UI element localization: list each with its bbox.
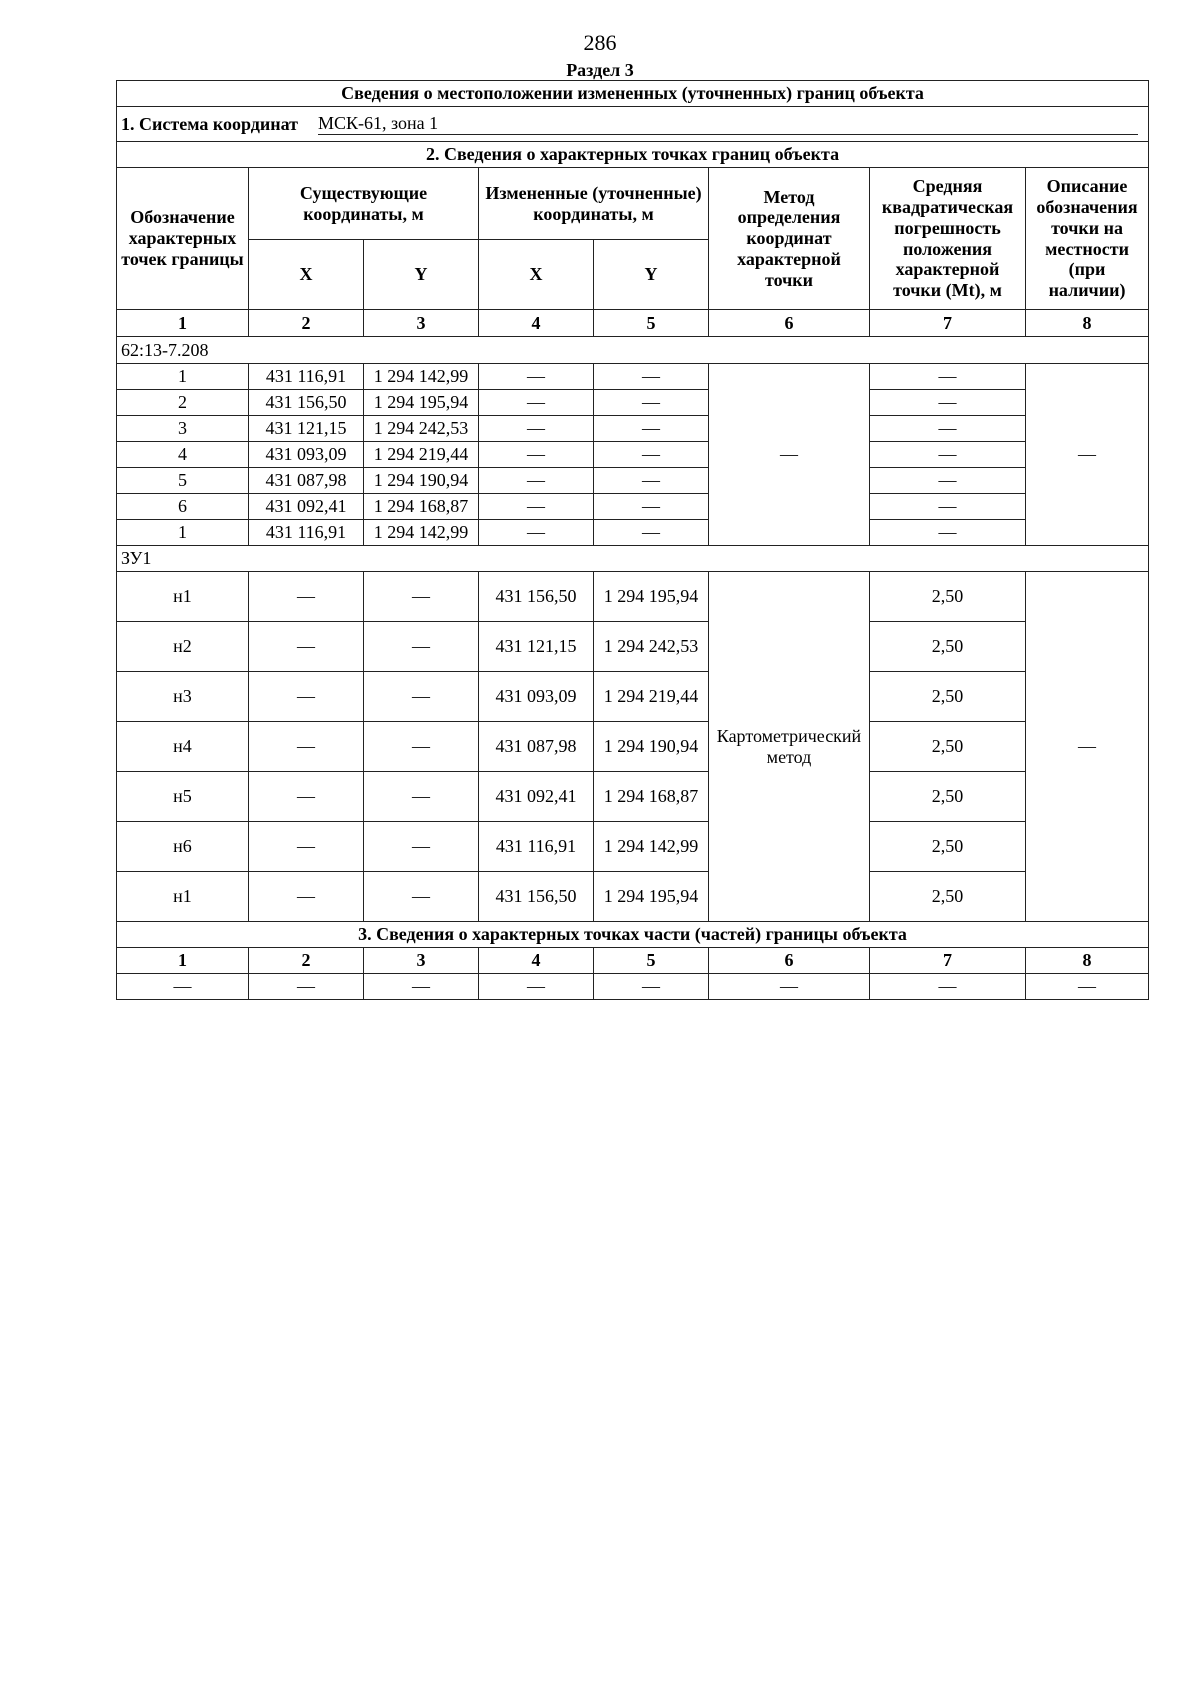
parcel2-id: ЗУ1 [117, 546, 1149, 572]
changed-y: — [594, 416, 709, 442]
changed-x: — [479, 390, 594, 416]
point-designation: н4 [117, 722, 249, 772]
header-description: Описание обозначения точки на местности (при наличии) [1026, 168, 1149, 310]
section3-cell: — [870, 974, 1026, 1000]
changed-x: 431 156,50 [479, 872, 594, 922]
point-designation: 2 [117, 390, 249, 416]
existing-x: — [249, 672, 364, 722]
point-designation: 4 [117, 442, 249, 468]
point-designation: 1 [117, 520, 249, 546]
coord-system-row [117, 107, 1149, 142]
mean-error: — [870, 390, 1026, 416]
table-row [117, 468, 1149, 494]
changed-y: 1 294 219,44 [594, 672, 709, 722]
table-row [117, 572, 1149, 622]
header-mean-error: Средняя квадратическая погрешность положения характерной точки (Mt), м [870, 168, 1026, 310]
changed-x: — [479, 364, 594, 390]
changed-y: — [594, 364, 709, 390]
point-designation: 6 [117, 494, 249, 520]
mean-error: — [870, 442, 1026, 468]
column-number: 1 [117, 948, 249, 974]
changed-y: — [594, 468, 709, 494]
changed-y: 1 294 168,87 [594, 772, 709, 822]
column-number: 2 [249, 310, 364, 337]
existing-x: — [249, 872, 364, 922]
column-number: 3 [364, 948, 479, 974]
point-designation: 3 [117, 416, 249, 442]
coord-system-label: 1. Система координат [121, 113, 298, 134]
table-row [117, 722, 1149, 772]
section3-title: 3. Сведения о характерных точках части (частей) границы объекта [117, 922, 1149, 948]
column-number-row [117, 948, 1149, 974]
header-point-designation: Обозначение характерных точек границы [117, 168, 249, 310]
column-number: 7 [870, 948, 1026, 974]
section2-title: 2. Сведения о характерных точках границ объекта [117, 142, 1149, 168]
column-number-row [117, 310, 1149, 337]
existing-y: 1 294 168,87 [364, 494, 479, 520]
existing-y: — [364, 622, 479, 672]
method-cell: — [709, 364, 870, 546]
method-cell: Картометрический метод [709, 572, 870, 922]
existing-y: — [364, 872, 479, 922]
changed-x: 431 116,91 [479, 822, 594, 872]
changed-x: — [479, 442, 594, 468]
existing-y: 1 294 219,44 [364, 442, 479, 468]
changed-y: 1 294 190,94 [594, 722, 709, 772]
mean-error: — [870, 364, 1026, 390]
section-title: Раздел 3 [566, 60, 634, 80]
table-row [117, 442, 1149, 468]
point-designation: н1 [117, 572, 249, 622]
table-row [117, 822, 1149, 872]
mean-error: 2,50 [870, 722, 1026, 772]
table-title: Сведения о местоположении измененных (уточненных) границ объекта [117, 81, 1149, 107]
mean-error: 2,50 [870, 822, 1026, 872]
existing-y: — [364, 822, 479, 872]
changed-y: — [594, 520, 709, 546]
existing-x: — [249, 822, 364, 872]
section3-cell: — [364, 974, 479, 1000]
existing-x: 431 093,09 [249, 442, 364, 468]
header-existing-coords: Существующие координаты, м [249, 168, 479, 240]
column-number: 3 [364, 310, 479, 337]
table-row [117, 622, 1149, 672]
point-designation: н2 [117, 622, 249, 672]
existing-y: 1 294 142,99 [364, 364, 479, 390]
changed-y: 1 294 195,94 [594, 572, 709, 622]
changed-x: — [479, 416, 594, 442]
header-changed-x: X [479, 240, 594, 310]
table-row [117, 494, 1149, 520]
point-designation: н3 [117, 672, 249, 722]
existing-x: — [249, 572, 364, 622]
existing-x: — [249, 722, 364, 772]
existing-x: 431 092,41 [249, 494, 364, 520]
point-designation: н6 [117, 822, 249, 872]
point-designation: 5 [117, 468, 249, 494]
mean-error: — [870, 416, 1026, 442]
existing-y: — [364, 672, 479, 722]
column-number: 6 [709, 948, 870, 974]
changed-x: 431 156,50 [479, 572, 594, 622]
column-number: 6 [709, 310, 870, 337]
boundary-table [116, 80, 1149, 1000]
mean-error: 2,50 [870, 572, 1026, 622]
existing-y: — [364, 772, 479, 822]
coord-system-value: МСК-61, зона 1 [318, 113, 1138, 135]
parcel1-id: 62:13-7.208 [117, 337, 1149, 364]
column-number: 8 [1026, 948, 1149, 974]
table-row [117, 390, 1149, 416]
changed-y: — [594, 442, 709, 468]
description-cell: — [1026, 572, 1149, 922]
table-row [117, 364, 1149, 390]
mean-error: 2,50 [870, 622, 1026, 672]
changed-x: 431 087,98 [479, 722, 594, 772]
table-row [117, 872, 1149, 922]
changed-y: 1 294 142,99 [594, 822, 709, 872]
existing-x: 431 156,50 [249, 390, 364, 416]
mean-error: 2,50 [870, 772, 1026, 822]
column-number: 5 [594, 310, 709, 337]
existing-x: 431 121,15 [249, 416, 364, 442]
column-number: 4 [479, 948, 594, 974]
section3-cell: — [117, 974, 249, 1000]
existing-y: 1 294 195,94 [364, 390, 479, 416]
table-row [117, 520, 1149, 546]
table-row [117, 672, 1149, 722]
mean-error: 2,50 [870, 872, 1026, 922]
changed-x: 431 093,09 [479, 672, 594, 722]
column-number: 4 [479, 310, 594, 337]
changed-y: 1 294 195,94 [594, 872, 709, 922]
changed-x: — [479, 468, 594, 494]
column-number: 1 [117, 310, 249, 337]
header-changed-y: Y [594, 240, 709, 310]
mean-error: 2,50 [870, 672, 1026, 722]
point-designation: 1 [117, 364, 249, 390]
existing-y: 1 294 190,94 [364, 468, 479, 494]
column-number: 8 [1026, 310, 1149, 337]
header-existing-x: X [249, 240, 364, 310]
existing-y: — [364, 722, 479, 772]
mean-error: — [870, 520, 1026, 546]
section3-cell: — [594, 974, 709, 1000]
changed-x: — [479, 494, 594, 520]
table-row [117, 772, 1149, 822]
existing-x: 431 087,98 [249, 468, 364, 494]
changed-y: 1 294 242,53 [594, 622, 709, 672]
table-row [117, 974, 1149, 1000]
header-method: Метод определения координат характерной точки [709, 168, 870, 310]
header-existing-y: Y [364, 240, 479, 310]
changed-y: — [594, 494, 709, 520]
table-row [117, 416, 1149, 442]
existing-x: — [249, 622, 364, 672]
column-number: 2 [249, 948, 364, 974]
section3-cell: — [249, 974, 364, 1000]
section3-cell: — [709, 974, 870, 1000]
page-number: 286 [583, 30, 617, 55]
changed-x: — [479, 520, 594, 546]
point-designation: н1 [117, 872, 249, 922]
mean-error: — [870, 494, 1026, 520]
section3-cell: — [1026, 974, 1149, 1000]
point-designation: н5 [117, 772, 249, 822]
mean-error: — [870, 468, 1026, 494]
changed-y: — [594, 390, 709, 416]
existing-y: 1 294 242,53 [364, 416, 479, 442]
existing-y: — [364, 572, 479, 622]
section3-cell: — [479, 974, 594, 1000]
existing-x: — [249, 772, 364, 822]
description-cell: — [1026, 364, 1149, 546]
changed-x: 431 121,15 [479, 622, 594, 672]
existing-x: 431 116,91 [249, 520, 364, 546]
changed-x: 431 092,41 [479, 772, 594, 822]
header-changed-coords: Измененные (уточненные) координаты, м [479, 168, 709, 240]
column-number: 7 [870, 310, 1026, 337]
existing-y: 1 294 142,99 [364, 520, 479, 546]
existing-x: 431 116,91 [249, 364, 364, 390]
column-number: 5 [594, 948, 709, 974]
